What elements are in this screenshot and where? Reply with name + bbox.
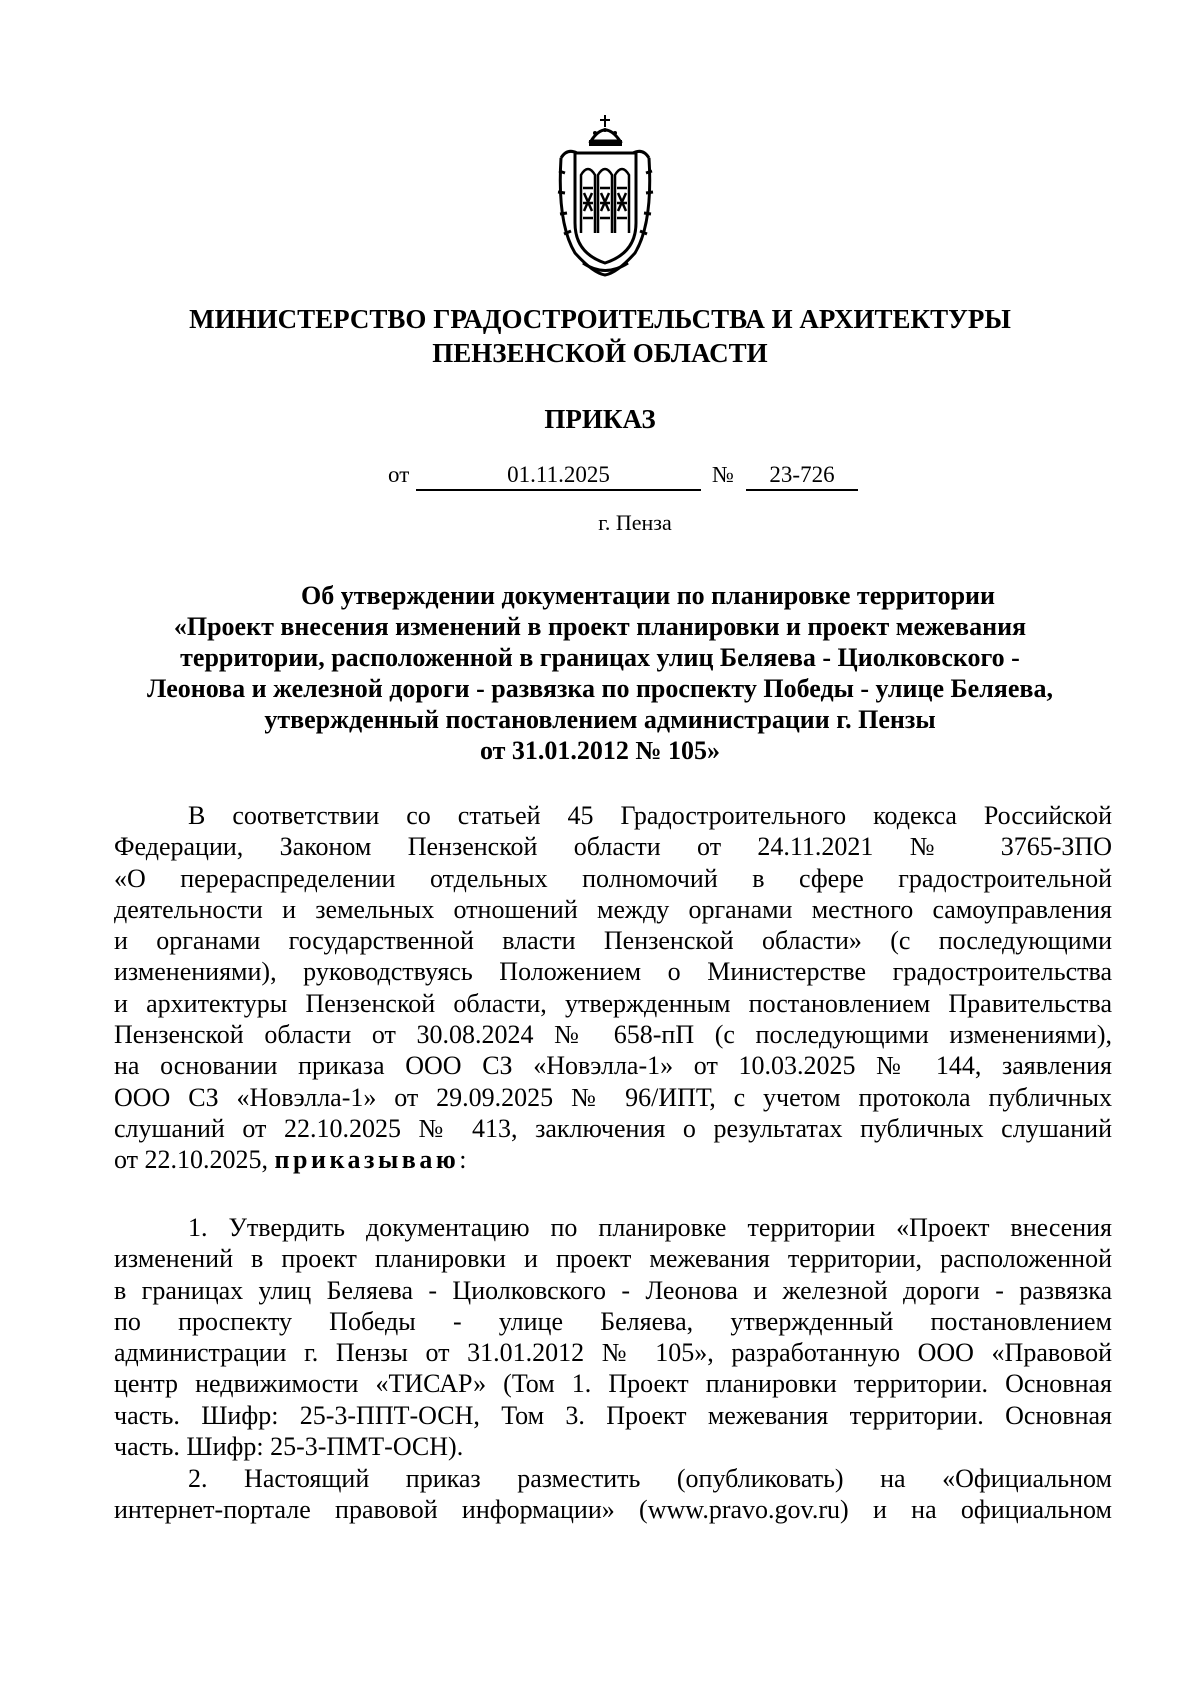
text-line: администрации г. Пензы от 31.01.2012 № 105», разработанную ООО «Правовой <box>114 1338 1112 1368</box>
ministry-name-line1: МИНИСТЕРСТВО ГРАДОСТРОИТЕЛЬСТВА И АРХИТЕКТУРЫ <box>189 304 1011 334</box>
text-line: часть. Шифр: 25-3-ПМТ-ОСН). <box>114 1432 464 1462</box>
text-line: и архитектуры Пензенской области, утвержденным постановлением Правительства <box>114 988 1112 1018</box>
text-line: ООО СЗ «Новэлла-1» от 29.09.2025 № 96/ИПТ, с учетом протокола публичных <box>114 1082 1112 1112</box>
text-line: центр недвижимости «ТИСАР» (Том 1. Проект планировки территории. Основная <box>114 1369 1112 1399</box>
text-line: 1. Утвердить документацию по планировке территории «Проект внесения <box>188 1213 1112 1242</box>
text-line: на основании приказа ООО СЗ «Новэлла-1» от 10.03.2025 № 144, заявления <box>114 1051 1112 1081</box>
document-date: 01.11.2025 <box>416 461 701 491</box>
text-fragment: от 22.10.2025, <box>114 1145 275 1175</box>
ministry-name-line2: ПЕНЗЕНСКОЙ ОБЛАСТИ <box>432 338 768 368</box>
text-line <box>114 1144 1112 1175</box>
text-line: В соответствии со статьей 45 Градостроительного кодекса Российской <box>188 801 1112 830</box>
text-line: Федерации, Законом Пензенской области от 24.11.2021 № 3765-ЗПО <box>114 832 1112 862</box>
title-line: от 31.01.2012 № 105» <box>479 736 721 765</box>
coat-of-arms-icon <box>553 113 658 278</box>
document-number: 23-726 <box>746 461 858 491</box>
text-line: интернет-портале правовой информации» (www.pravo.gov.ru) и на официальном <box>114 1495 1112 1525</box>
number-label: № <box>712 462 734 487</box>
text-line: изменениями), руководствуясь Положением о Министерстве градостроительства <box>114 957 1112 987</box>
text-line: 2. Настоящий приказ разместить (опубликовать) на «Официальном <box>188 1464 1112 1493</box>
text-line: в границах улиц Беляева - Циолковского - Леонова и железной дороги - развязка <box>114 1275 1112 1305</box>
document-type: ПРИКАЗ <box>544 404 656 434</box>
title-line: Леонова и железной дороги - развязка по проспекту Победы - улице Беляева, <box>147 674 1053 703</box>
title-line: Об утверждении документации по планировке территории <box>300 581 995 610</box>
item-2-paragraph <box>114 1463 1112 1526</box>
text-line: и органами государственной власти Пензенской области» (с последующими <box>114 926 1112 956</box>
text-fragment: : <box>459 1145 467 1175</box>
title-line: утвержденный постановлением администрации г. Пензы <box>264 705 936 734</box>
text-line: деятельности и земельных отношений между органами местного самоуправления <box>114 894 1112 924</box>
item-1-paragraph <box>114 1212 1112 1462</box>
order-keyword: приказываю <box>274 1145 460 1175</box>
text-line: изменений в проект планировки и проект межевания территории, расположенной <box>114 1244 1112 1274</box>
text-line: «О перераспределении отдельных полномочий в сфере градостроительной <box>114 863 1112 893</box>
text-line: Пензенской области от 30.08.2024 № 658-пП (с последующими изменениями), <box>114 1020 1112 1050</box>
preamble-paragraph <box>114 800 1112 1176</box>
city: г. Пенза <box>598 510 672 535</box>
text-line: по проспекту Победы - улице Беляева, утвержденный постановлением <box>114 1306 1112 1336</box>
title-line: «Проект внесения изменений в проект планировки и проект межевания <box>173 612 1027 641</box>
date-label: от <box>388 462 410 487</box>
title-line: территории, расположенной в границах улиц Беляева - Циолковского - <box>180 643 1020 672</box>
text-line: слушаний от 22.10.2025 № 413, заключения о результатах публичных слушаний <box>114 1113 1112 1143</box>
text-line: часть. Шифр: 25-3-ППТ-ОСН, Том 3. Проект межевания территории. Основная <box>114 1400 1112 1430</box>
